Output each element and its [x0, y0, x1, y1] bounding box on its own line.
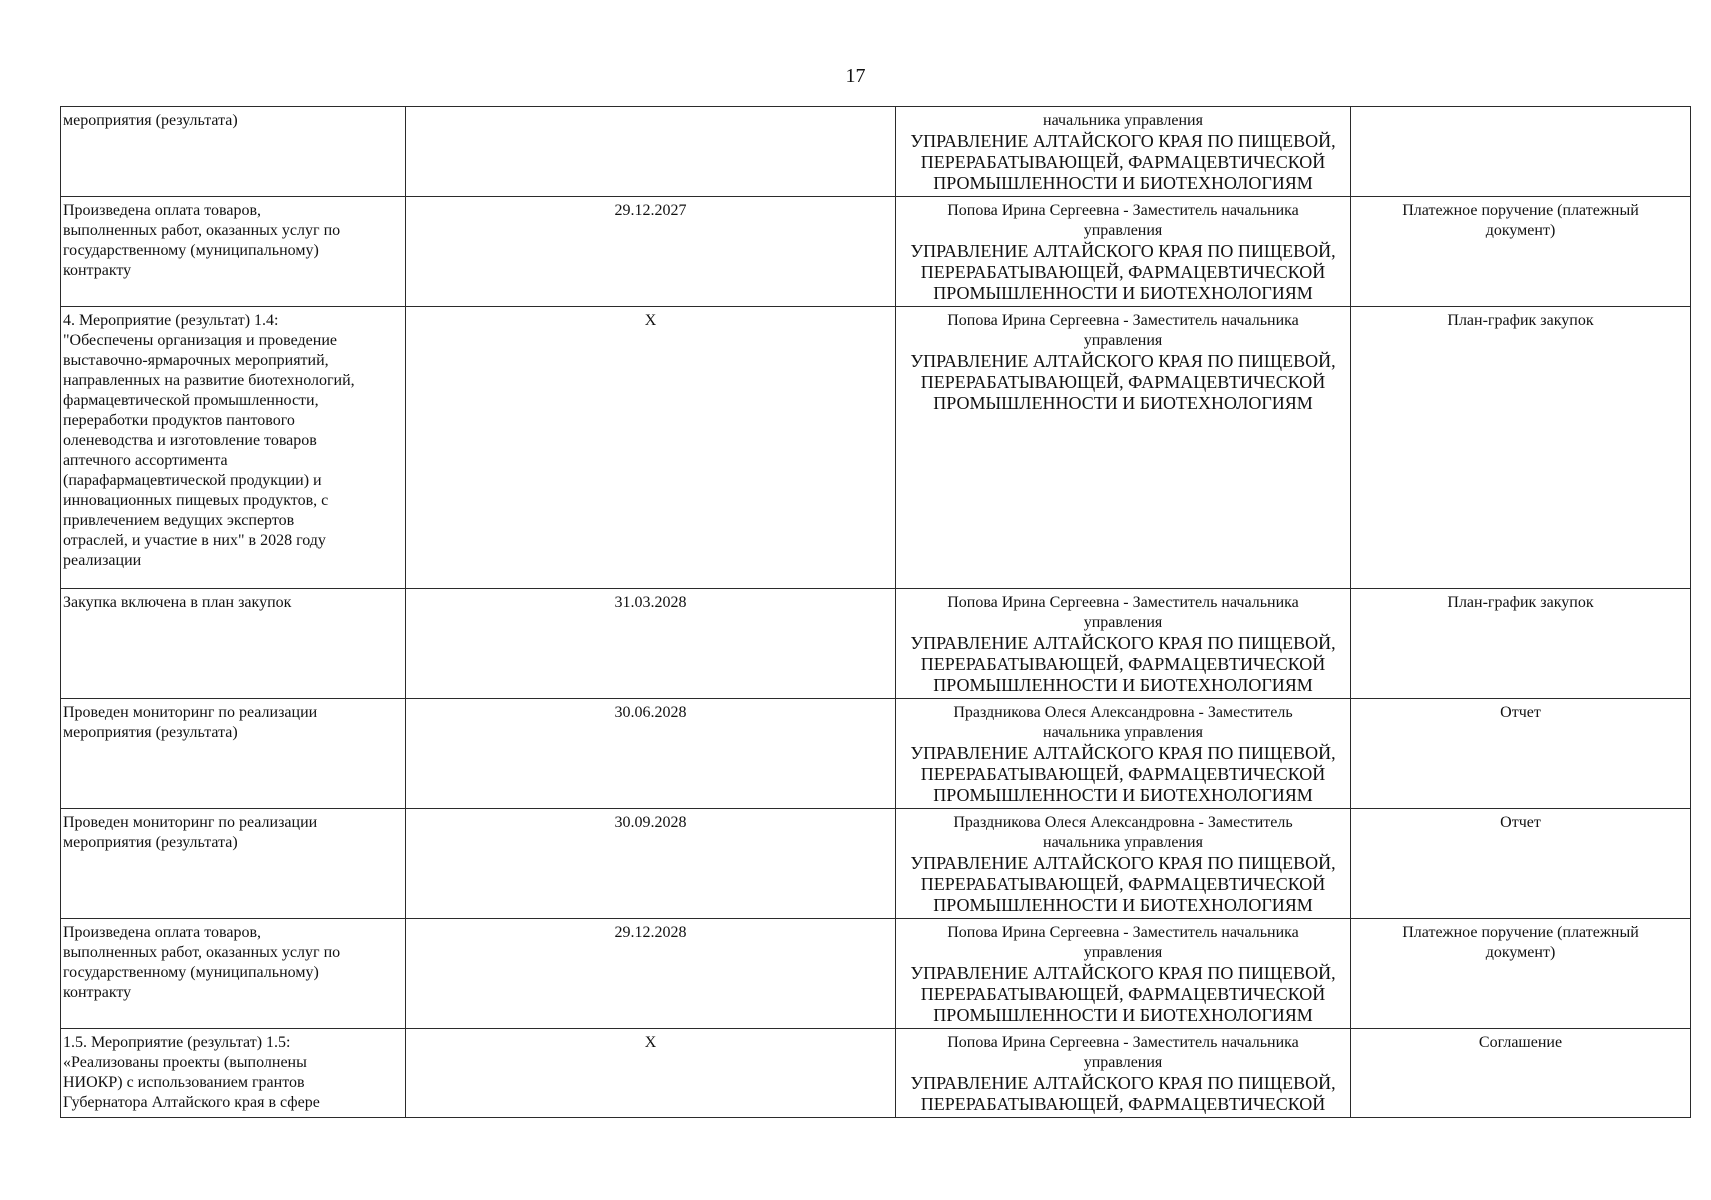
event-name: 1.5. Мероприятие (результат) 1.5: «Реализованы проекты (выполнены НИОКР) с использованием грантов Губернатора Алтайского края в сфере: [61, 1029, 406, 1118]
responsible-organization: УПРАВЛЕНИЕ АЛТАЙСКОГО КРАЯ ПО ПИЩЕВОЙ, ПЕРЕРАБАТЫВАЮЩЕЙ, ФАРМАЦЕВТИЧЕСКОЙ ПРОМЫШЛЕННОСТИ И БИОТЕХНОЛОГИЯМ: [910, 633, 1336, 695]
table-row: [61, 1029, 1691, 1118]
event-name: Произведена оплата товаров, выполненных работ, оказанных услуг по государственному (муниципальному) контракту: [61, 919, 406, 1029]
responsible-person: Праздникова Олеся Александровна - Заместитель начальника управления: [953, 704, 1293, 741]
deadline-date: 29.12.2027: [406, 197, 896, 307]
responsible-cell: [896, 107, 1351, 197]
deadline-date: [406, 107, 896, 197]
responsible-organization: УПРАВЛЕНИЕ АЛТАЙСКОГО КРАЯ ПО ПИЩЕВОЙ, ПЕРЕРАБАТЫВАЮЩЕЙ, ФАРМАЦЕВТИЧЕСКОЙ ПРОМЫШЛЕННОСТИ И БИОТЕХНОЛОГИЯМ: [910, 853, 1336, 915]
confirming-document: План-график закупок: [1351, 307, 1691, 589]
deadline-date: 30.06.2028: [406, 699, 896, 809]
deadline-date: X: [406, 1029, 896, 1118]
responsible-person: Попова Ирина Сергеевна - Заместитель начальника управления: [947, 924, 1299, 961]
responsible-person: Попова Ирина Сергеевна - Заместитель начальника управления: [947, 202, 1299, 239]
responsible-cell: [896, 809, 1351, 919]
responsible-organization: УПРАВЛЕНИЕ АЛТАЙСКОГО КРАЯ ПО ПИЩЕВОЙ, ПЕРЕРАБАТЫВАЮЩЕЙ, ФАРМАЦЕВТИЧЕСКОЙ: [910, 1073, 1336, 1114]
responsible-organization: УПРАВЛЕНИЕ АЛТАЙСКОГО КРАЯ ПО ПИЩЕВОЙ, ПЕРЕРАБАТЫВАЮЩЕЙ, ФАРМАЦЕВТИЧЕСКОЙ ПРОМЫШЛЕННОСТИ И БИОТЕХНОЛОГИЯМ: [910, 351, 1336, 413]
event-name: Закупка включена в план закупок: [61, 589, 406, 699]
responsible-cell: [896, 1029, 1351, 1118]
deadline-date: 30.09.2028: [406, 809, 896, 919]
event-name: Произведена оплата товаров, выполненных работ, оказанных услуг по государственному (муниципальному) контракту: [61, 197, 406, 307]
deadline-date: 31.03.2028: [406, 589, 896, 699]
responsible-organization: УПРАВЛЕНИЕ АЛТАЙСКОГО КРАЯ ПО ПИЩЕВОЙ, ПЕРЕРАБАТЫВАЮЩЕЙ, ФАРМАЦЕВТИЧЕСКОЙ ПРОМЫШЛЕННОСТИ И БИОТЕХНОЛОГИЯМ: [910, 241, 1336, 303]
responsible-cell: [896, 197, 1351, 307]
responsible-organization: УПРАВЛЕНИЕ АЛТАЙСКОГО КРАЯ ПО ПИЩЕВОЙ, ПЕРЕРАБАТЫВАЮЩЕЙ, ФАРМАЦЕВТИЧЕСКОЙ ПРОМЫШЛЕННОСТИ И БИОТЕХНОЛОГИЯМ: [910, 963, 1336, 1025]
table-row: [61, 307, 1691, 589]
responsible-person: начальника управления: [1043, 112, 1203, 129]
responsible-person: Праздникова Олеся Александровна - Заместитель начальника управления: [953, 814, 1293, 851]
table-row: [61, 589, 1691, 699]
responsible-cell: [896, 919, 1351, 1029]
responsible-person: Попова Ирина Сергеевна - Заместитель начальника управления: [947, 312, 1299, 349]
table-row: [61, 699, 1691, 809]
responsible-person: Попова Ирина Сергеевна - Заместитель начальника управления: [947, 594, 1299, 631]
responsible-cell: [896, 307, 1351, 589]
event-name-text: 4. Мероприятие (результат) 1.4: "Обеспечены организация и проведение выставочно-ярмарочных мероприятий, направленных на развитие биотехнологий, фармацевтической промышленности, переработки продуктов пантового оленеводства и изготовление товаров аптечного ассортимента (парафармацевтической продукции) и инновационных пищевых продуктов, с привлечением ведущих экспертов отраслей, и участие в них" в 2028 году реализации: [63, 312, 355, 569]
event-name: [61, 307, 406, 589]
confirming-document: Платежное поручение (платежный документ): [1351, 197, 1691, 307]
responsible-organization: УПРАВЛЕНИЕ АЛТАЙСКОГО КРАЯ ПО ПИЩЕВОЙ, ПЕРЕРАБАТЫВАЮЩЕЙ, ФАРМАЦЕВТИЧЕСКОЙ ПРОМЫШЛЕННОСТИ И БИОТЕХНОЛОГИЯМ: [910, 743, 1336, 805]
confirming-document: [1351, 107, 1691, 197]
responsible-cell: [896, 699, 1351, 809]
confirming-document: Отчет: [1351, 699, 1691, 809]
confirming-document: Соглашение: [1351, 1029, 1691, 1118]
event-name: мероприятия (результата): [61, 107, 406, 197]
confirming-document: План-график закупок: [1351, 589, 1691, 699]
table-row: [61, 919, 1691, 1029]
responsible-person: Попова Ирина Сергеевна - Заместитель начальника управления: [947, 1034, 1299, 1071]
responsible-cell: [896, 589, 1351, 699]
plan-table: [60, 106, 1691, 1118]
event-name: Проведен мониторинг по реализации мероприятия (результата): [61, 699, 406, 809]
responsible-organization: УПРАВЛЕНИЕ АЛТАЙСКОГО КРАЯ ПО ПИЩЕВОЙ, ПЕРЕРАБАТЫВАЮЩЕЙ, ФАРМАЦЕВТИЧЕСКОЙ ПРОМЫШЛЕННОСТИ И БИОТЕХНОЛОГИЯМ: [910, 131, 1336, 193]
event-name: Проведен мониторинг по реализации мероприятия (результата): [61, 809, 406, 919]
deadline-date: X: [406, 307, 896, 589]
confirming-document: Платежное поручение (платежный документ): [1351, 919, 1691, 1029]
confirming-document: Отчет: [1351, 809, 1691, 919]
table-row: [61, 197, 1691, 307]
page-number: 17: [845, 65, 866, 87]
deadline-date: 29.12.2028: [406, 919, 896, 1029]
table-row: [61, 107, 1691, 197]
table-row: [61, 809, 1691, 919]
